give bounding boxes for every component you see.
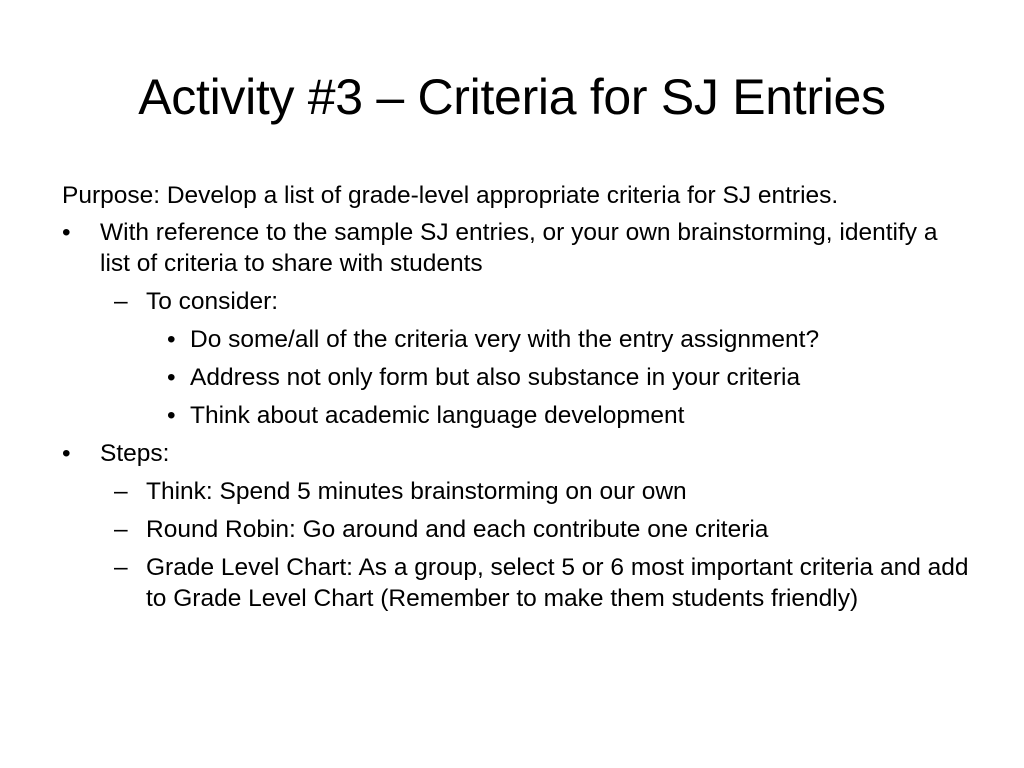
bullet-marker: • [62, 440, 71, 467]
list-item [62, 286, 972, 317]
sub-bullet-marker: • [167, 364, 176, 391]
list-item-text: Steps: [100, 440, 170, 467]
list-item-text: Grade Level Chart: As a group, select 5 or 6 most important criteria and add to Grade Level Chart (Remember to make them students friendly) [146, 554, 969, 612]
slide-body [62, 180, 972, 621]
list-item [62, 324, 972, 355]
list-item [62, 217, 972, 279]
list-item-text: Address not only form but also substance in your criteria [190, 364, 801, 391]
list-item-text: Round Robin: Go around and each contribute one criteria [146, 516, 769, 543]
purpose-text: Purpose: Develop a list of grade-level appropriate criteria for SJ entries. [62, 182, 839, 209]
dash-marker: – [114, 554, 128, 581]
list-item-text: To consider: [146, 288, 279, 315]
list-item [62, 438, 972, 469]
sub-bullet-marker: • [167, 402, 176, 429]
list-item-text: Do some/all of the criteria very with the entry assignment? [190, 326, 820, 353]
sub-bullet-marker: • [167, 326, 176, 353]
bullet-marker: • [62, 219, 71, 246]
list-item [62, 514, 972, 545]
list-item [62, 400, 972, 431]
list-item-text: With reference to the sample SJ entries, or your own brainstorming, identify a list of criteria to share with students [100, 219, 938, 277]
slide-title: Activity #3 – Criteria for SJ Entries [138, 69, 886, 125]
list-item [62, 476, 972, 507]
dash-marker: – [114, 478, 128, 505]
list-item [62, 362, 972, 393]
list-item-text: Think: Spend 5 minutes brainstorming on our own [146, 478, 687, 505]
list-item [62, 552, 972, 614]
dash-marker: – [114, 288, 128, 315]
list-item-text: Think about academic language development [190, 402, 685, 429]
dash-marker: – [114, 516, 128, 543]
